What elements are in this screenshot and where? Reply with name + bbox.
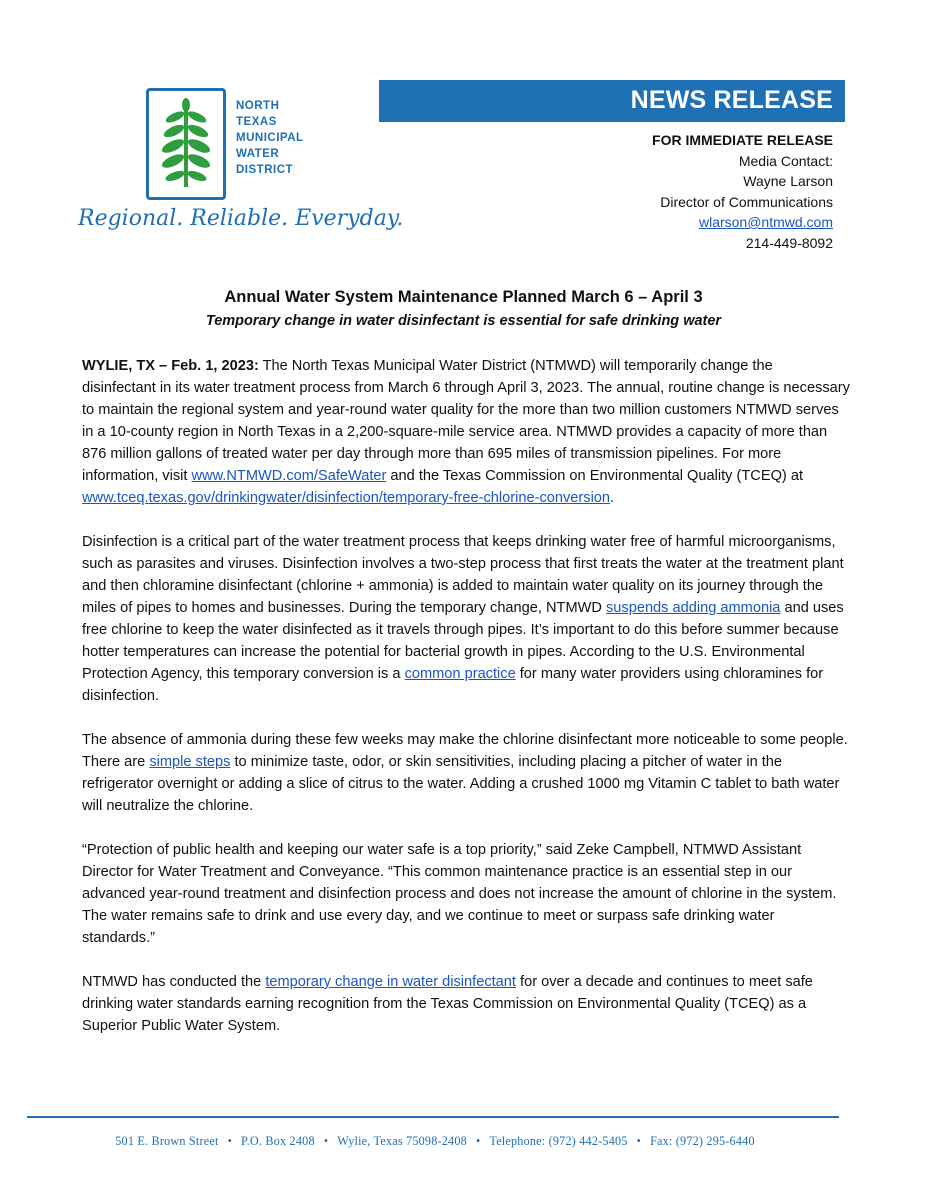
text: Disinfection is a critical part of the water treatment process that keeps drinking water free of harmful microorganisms, such as parasites and viruses. Disinfection involves a two-step process that first treats the water at the treatment plant and then chloramine disinfectant (chlorine + ammonia) is added to maintain water quality on its journey through the miles of pipes to homes and businesses. During the temporary change, NTMWD	[82, 534, 844, 616]
logo-line: TEXAS	[236, 116, 277, 128]
dateline: WYLIE, TX – Feb. 1, 2023:	[82, 358, 259, 374]
suspends-ammonia-link[interactable]: suspends adding ammonia	[606, 600, 781, 616]
logo-line: WATER	[236, 148, 280, 160]
logo-wordmark	[236, 98, 304, 178]
contact-label: Media Contact:	[738, 152, 833, 169]
bullet-separator: •	[636, 1134, 642, 1148]
footer-address	[0, 1134, 870, 1149]
banner-title: NEWS RELEASE	[630, 86, 833, 114]
text: to minimize taste, odor, or skin sensitivities, including placing a pitcher of water in the refrigerator overnight or adding a slice of citrus to the water. Adding a crushed 1000 mg Vitamin C tablet to bath water will neutralize the chlorine.	[82, 754, 840, 814]
footer-telephone: Telephone: (972) 442-5405	[489, 1134, 628, 1148]
logo-emblem	[146, 88, 226, 200]
text: and uses free chlorine to keep the water disinfected as it travels through pipes. It’s important to do this before summer because hotter temperatures can increase the potential for bacterial growth in pipes. According to the U.S. Environmental Protection Agency, this temporary conversion is a	[82, 600, 844, 682]
footer-city: Wylie, Texas 75098-2408	[337, 1134, 467, 1148]
paragraph	[82, 531, 850, 707]
logo-line: DISTRICT	[236, 164, 294, 176]
contact-role: Director of Communications	[660, 193, 833, 210]
plant-icon	[157, 97, 215, 193]
footer-street: 501 E. Brown Street	[115, 1134, 219, 1148]
media-contact-block	[652, 130, 833, 253]
bullet-separator: •	[475, 1134, 481, 1148]
logo-tagline: Regional. Reliable. Everyday.	[78, 206, 404, 231]
article-body	[82, 355, 850, 1059]
text: for over a decade and continues to meet safe drinking water standards earning recognition from the Texas Commission on Environmental Quality (TCEQ) as a Superior Public Water System.	[82, 974, 813, 1034]
simple-steps-link[interactable]: simple steps	[149, 754, 231, 770]
safewater-link[interactable]: www.NTMWD.com/SafeWater	[191, 468, 387, 484]
text: .	[610, 490, 615, 506]
contact-name: Wayne Larson	[743, 173, 833, 189]
text: The North Texas Municipal Water District (NTMWD) will temporarily change the disinfectant in its water treatment process from March 6 through April 3, 2023. The annual, routine change is necessary to maintain the regional system and year-round water quality for the more than two million customers NTMWD serves in a 10-county region in North Texas in a 2,200-square-mile service area. NTMWD provides a capacity of more than 876 million gallons of treated water per day through more than 695 miles of transmission pipelines. For more information, visit	[82, 358, 850, 484]
paragraph	[82, 971, 850, 1037]
footer-fax: Fax: (972) 295-6440	[650, 1134, 755, 1148]
ntmwd-logo	[78, 86, 404, 246]
footer-po-box: P.O. Box 2408	[241, 1134, 315, 1148]
bullet-separator: •	[323, 1134, 329, 1148]
common-practice-link[interactable]: common practice	[404, 666, 516, 682]
contact-email-link[interactable]: wlarson@ntmwd.com	[698, 214, 833, 230]
subheadline: Temporary change in water disinfectant is essential for safe drinking water	[205, 313, 722, 329]
temporary-change-link[interactable]: temporary change in water disinfectant	[265, 974, 516, 990]
logo-line: MUNICIPAL	[236, 132, 304, 144]
bullet-separator: •	[227, 1134, 233, 1148]
footer-divider	[27, 1116, 839, 1118]
tceq-link[interactable]: www.tceq.texas.gov/drinkingwater/disinfection/temporary-free-chlorine-conversion	[82, 490, 611, 506]
paragraph	[82, 729, 850, 817]
headline: Annual Water System Maintenance Planned March 6 – April 3	[224, 288, 703, 306]
text: The absence of ammonia during these few weeks may make the chlorine disinfectant more noticeable to some people. There are	[82, 732, 848, 770]
contact-phone: 214-449-8092	[745, 234, 833, 251]
logo-line: NORTH	[236, 100, 280, 112]
text: NTMWD has conducted the	[82, 974, 266, 990]
news-release-banner	[379, 80, 845, 122]
paragraph	[82, 355, 850, 509]
text: for many water providers using chloramines for disinfection.	[82, 666, 824, 704]
paragraph	[82, 839, 850, 949]
release-label: FOR IMMEDIATE RELEASE	[652, 132, 833, 148]
quote-text: “Protection of public health and keeping our water safe is a top priority,” said Zeke Campbell, NTMWD Assistant Director for Water Treatment and Conveyance. “This common maintenance practice is an essential step in our advanced year-round treatment and disinfection process and does not increase the amount of chlorine in the system. The water remains safe to drink and use every day, and we continue to meet or surpass safe drinking water standards.”	[82, 842, 837, 946]
text: and the Texas Commission on Environmental Quality (TCEQ) at	[386, 468, 804, 484]
